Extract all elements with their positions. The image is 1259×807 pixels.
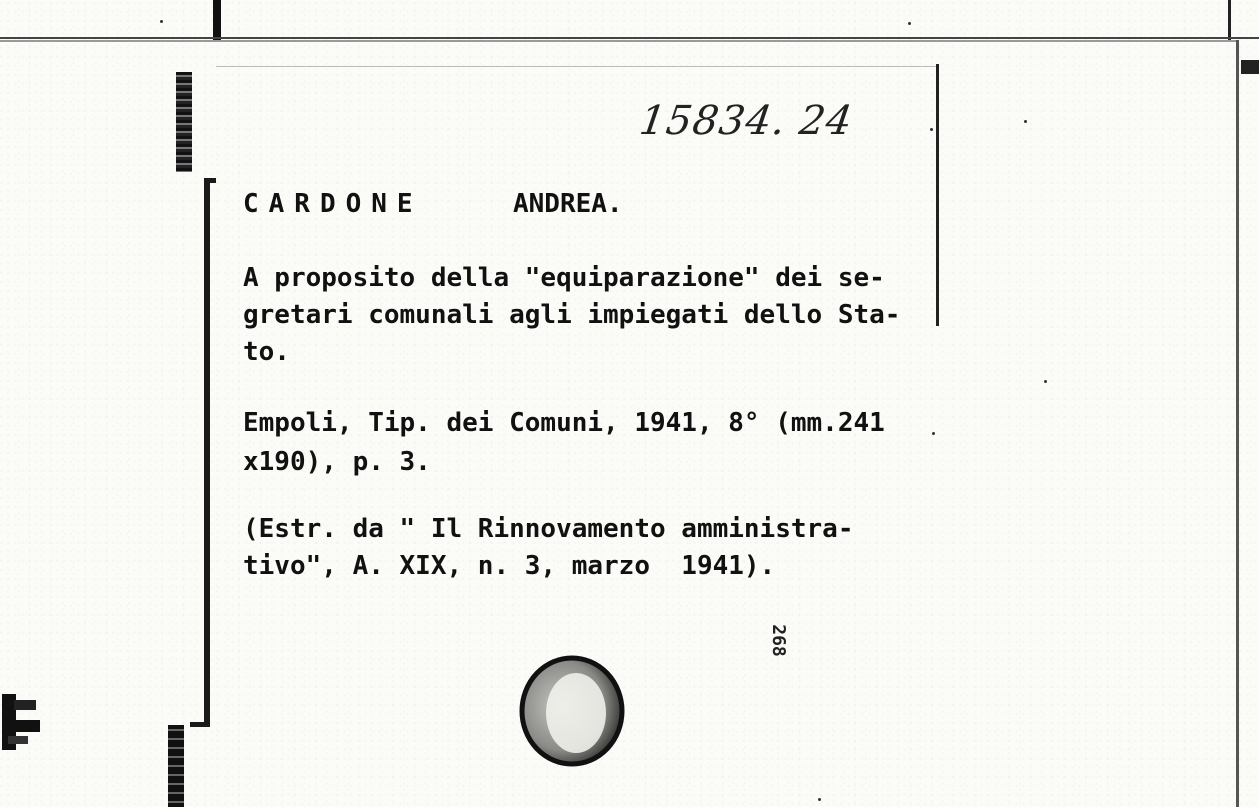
- speck: [160, 20, 163, 23]
- speck: [1024, 120, 1027, 123]
- extract-note-line: tivo", A. XIX, n. 3, marzo 1941).: [243, 551, 776, 581]
- handwritten-shelfmark: 15834. 24: [636, 98, 856, 144]
- imprint-line: x190), p. 3.: [243, 447, 431, 477]
- speck: [930, 128, 933, 131]
- spine-mark-lower: [168, 725, 184, 807]
- punch-hole-icon: [518, 655, 626, 767]
- card-left-bracket: [204, 182, 210, 727]
- speck: [1044, 380, 1047, 383]
- spine-mark-upper: [176, 72, 192, 172]
- card-left-bracket-bottom: [190, 722, 210, 727]
- binder-clip-icon: [0, 690, 42, 752]
- speck: [932, 432, 935, 435]
- previous-card-bottom-edge: [0, 37, 1259, 39]
- speck: [908, 22, 911, 25]
- title-line: to.: [243, 337, 290, 367]
- previous-card-left-rule: [213, 0, 221, 40]
- previous-card-right-rule: [1228, 0, 1231, 40]
- vertical-card-number: 268: [767, 624, 789, 657]
- author-surname: CARDONE: [243, 189, 423, 219]
- title-line: A proposito della "equiparazione" dei se-: [243, 263, 885, 293]
- card-right-edge: [1236, 40, 1239, 807]
- card-right-bracket: [936, 64, 939, 326]
- card-edge-tab: [1241, 60, 1259, 74]
- card-top-edge: [0, 40, 1236, 42]
- title-line: gretari comunali agli impiegati dello Sta-: [243, 300, 901, 330]
- card-inner-top-line: [216, 66, 936, 67]
- imprint-line: Empoli, Tip. dei Comuni, 1941, 8° (mm.241: [243, 408, 885, 438]
- author-first-name: ANDREA.: [513, 189, 623, 219]
- extract-note-line: (Estr. da " Il Rinnovamento amministra-: [243, 514, 854, 544]
- speck: [818, 798, 821, 801]
